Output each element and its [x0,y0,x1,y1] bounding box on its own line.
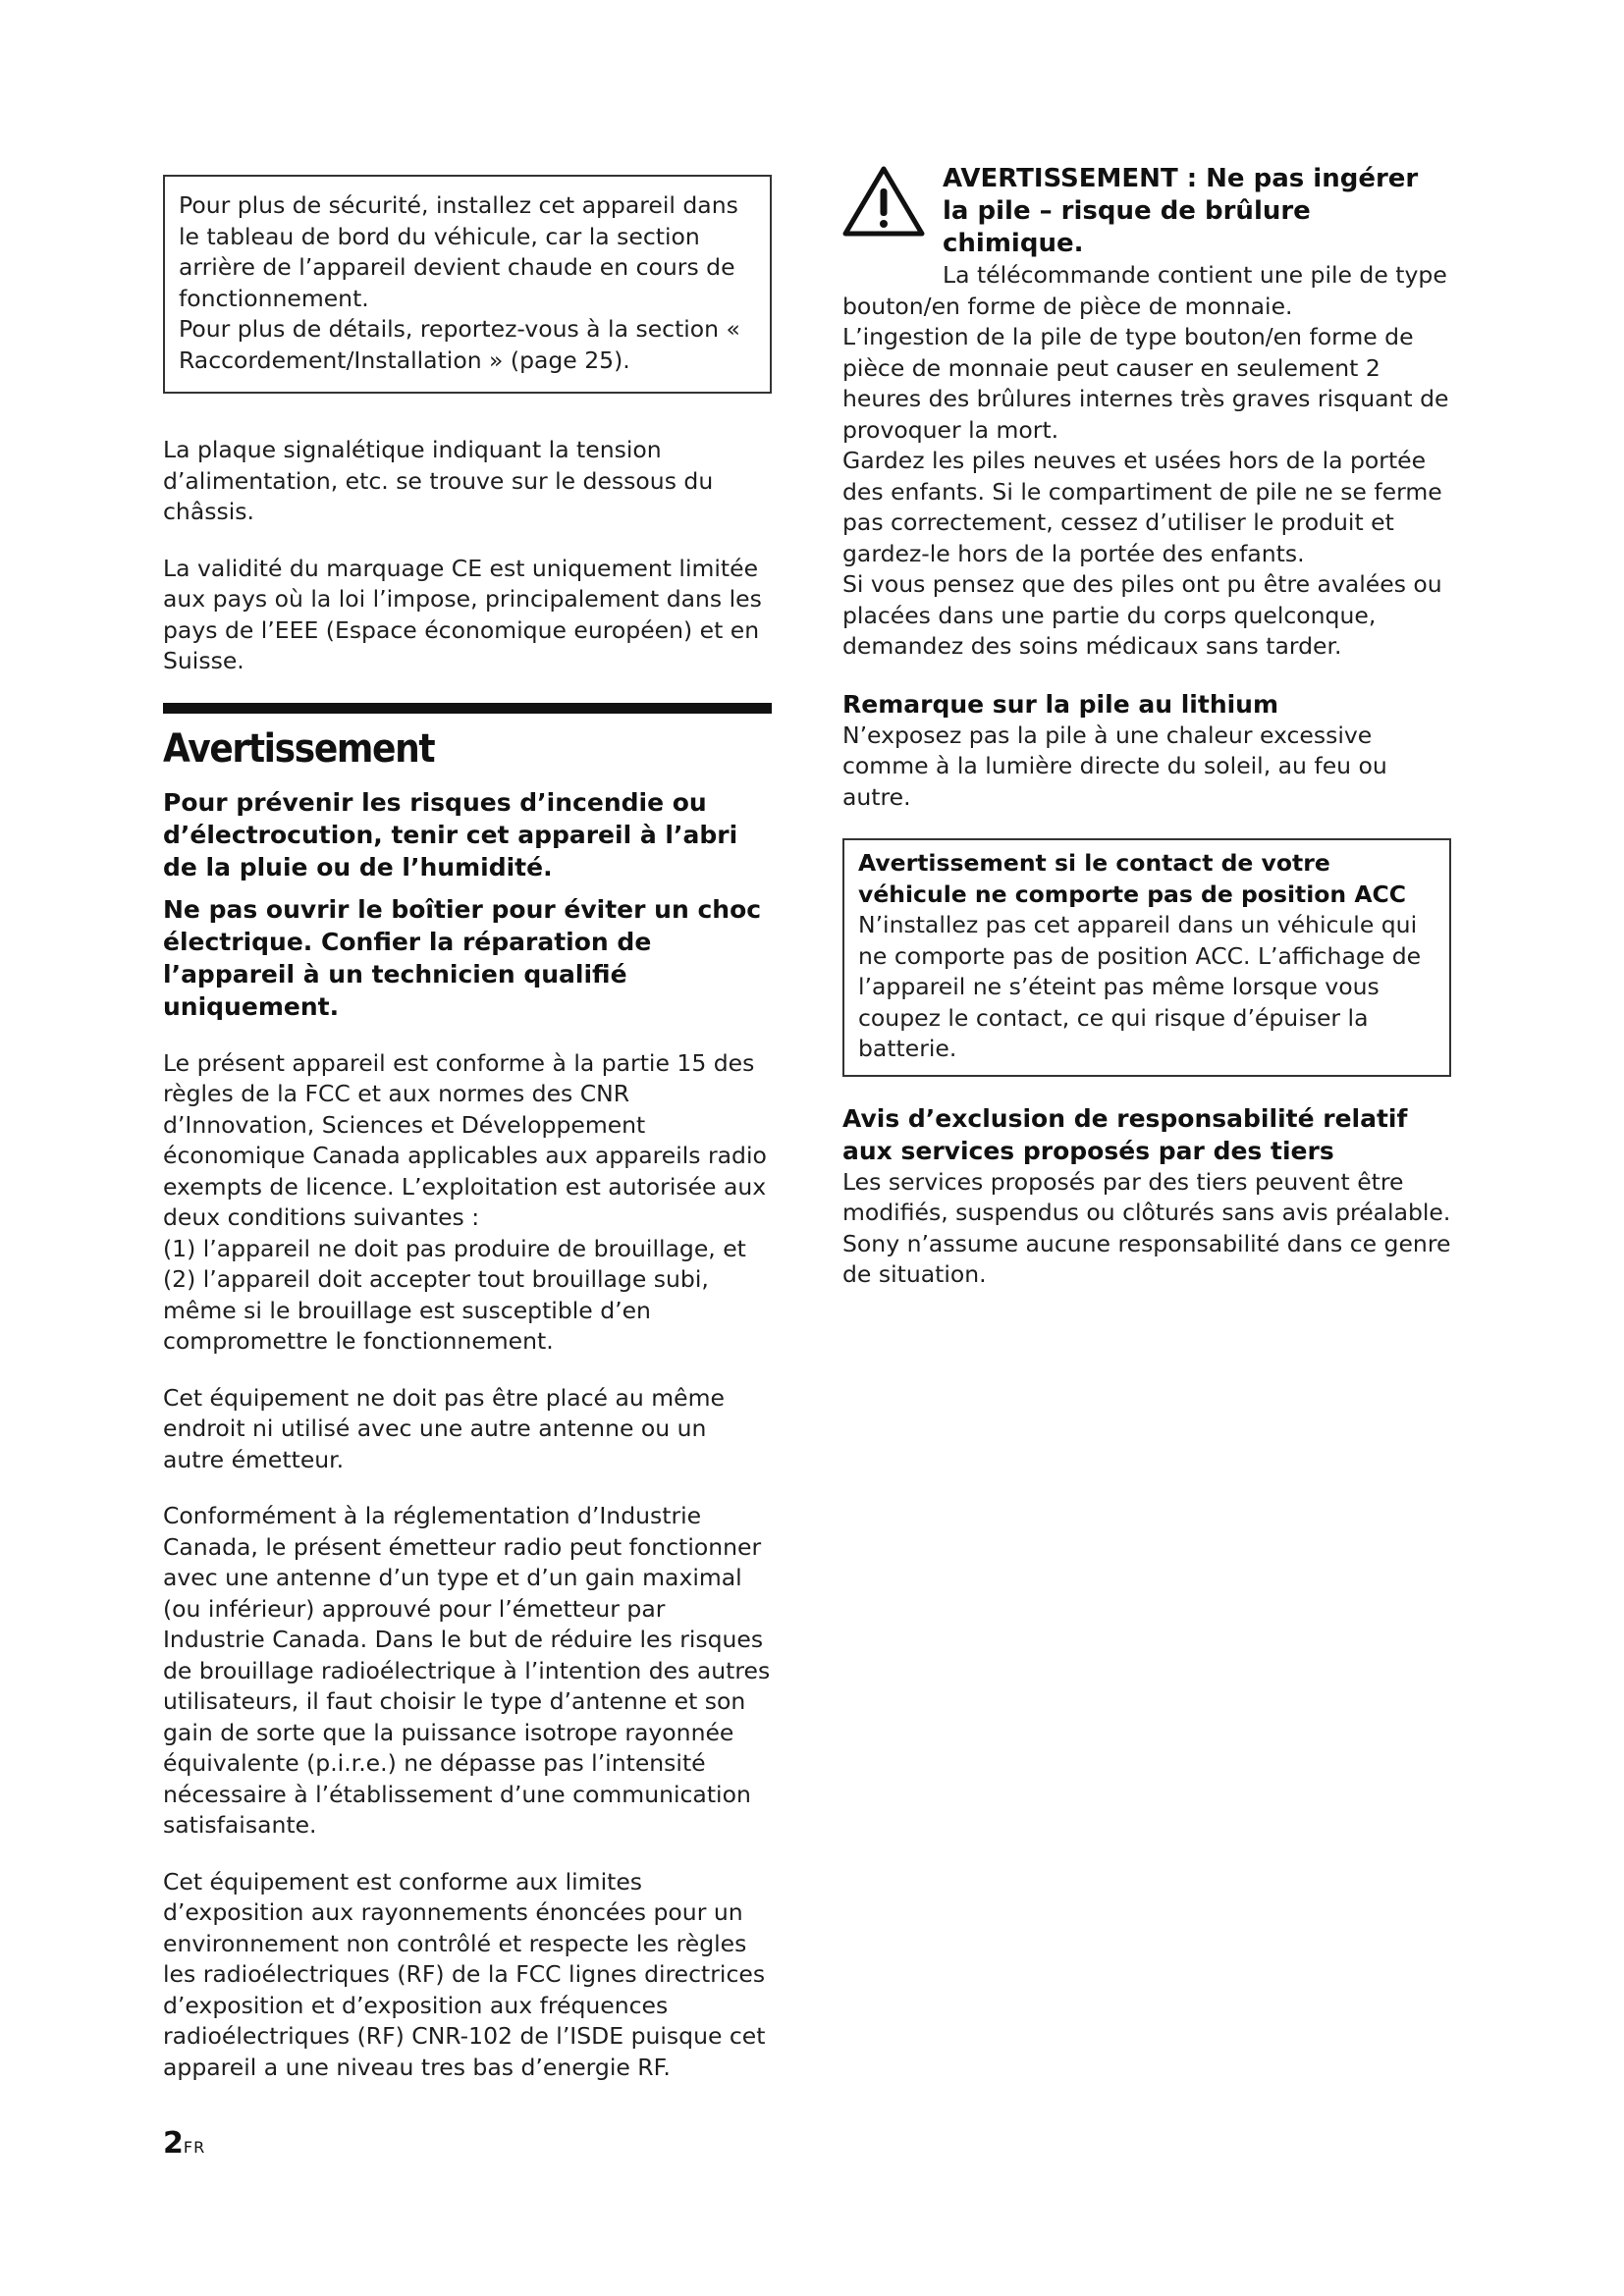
battery-warning-header [842,163,1451,260]
safety-notice-text: Pour plus de sécurité, installez cet appareil dans le tableau de bord du véhicule, car la section arrière de l’appareil devient chaude en cours de fonctionnement. [179,191,738,312]
disclaimer-text: Les services proposés par des tiers peuvent être modifiés, suspendus ou clôturés sans avis préalable. Sony n’assume aucune responsabilité dans ce genre de situation. [842,1167,1451,1288]
acc-warning-box [842,838,1451,1077]
page-number [163,2126,205,2161]
rating-plate-paragraph: La plaque signalétique indiquant la tension d’alimentation, etc. se trouve sur le dessous du châssis. [163,436,714,525]
industry-canada-paragraph: Conformément à la réglementation d’Industrie Canada, le présent émetteur radio peut fonctionner avec une antenne d’un type et d’un gain maximal (ou inférieur) approuvé pour l’émetteur par Industrie Canada. Dans le but de réduire les risques de brouillage radioélectrique à l’intention des autres utilisateurs, il faut choisir le type d’antenne et son gain de sorte que la puissance isotrope rayonnée équivalente (p.i.r.e.) ne dépasse pas l’intensité nécessaire à l’établissement d’une communication satisfaisante. [163,1502,771,1839]
left-column [163,175,772,2109]
safety-notice-box [163,175,772,394]
disclaimer-heading: Avis d’exclusion de responsabilité relatif aux services proposés par des tiers [842,1103,1408,1165]
page-language: FR [183,2138,206,2157]
page-number-value: 2 [163,2126,184,2161]
battery-warning-ingestion: L’ingestion de la pile de type bouton/en forme de pièce de monnaie peut causer en seulement 2 heures des brûlures internes très graves risquant de provoquer la mort. [842,323,1449,444]
fcc-compliance [163,1048,772,1358]
safety-notice-reference: Pour plus de détails, reportez-vous à la section « Raccordement/Installation » (page 25). [179,315,740,374]
casing-warning: Ne pas ouvrir le boîtier pour éviter un choc électrique. Confier la réparation de l’appareil à un technicien qualifié uniquement. [163,894,762,1021]
acc-warning-heading: Avertissement si le contact de votre véhicule ne comporte pas de position ACC [858,849,1407,908]
fire-shock-warning: Pour prévenir les risques d’incendie ou d’électrocution, tenir cet appareil à l’abri de la pluie ou de l’humidité. [163,787,738,881]
section-rule [163,703,772,714]
lithium-note [842,688,1451,814]
lithium-note-text: N’exposez pas la pile à une chaleur excessive comme à la lumière directe du soleil, au feu ou autre. [842,721,1387,811]
lithium-note-heading: Remarque sur la pile au lithium [842,689,1279,719]
fcc-compliance-text: Le présent appareil est conforme à la partie 15 des règles de la FCC et aux normes des CNR d’Innovation, Sciences et Développement économique Canada applicables aux appareils radio exempts de licence. L’exploitation est autorisée aux deux conditions suivantes : [163,1048,767,1231]
third-party-disclaimer [842,1102,1451,1291]
acc-warning-text: N’installez pas cet appareil dans un véhicule qui ne comporte pas de position ACC. L’affichage de l’appareil ne s’éteint pas même lorsque vous coupez le contact, ce qui risque d’épuiser la batterie. [858,911,1422,1062]
fcc-conditions-text: (1) l’appareil ne doit pas produire de brouillage, et (2) l’appareil doit accepter tout brouillage subi, même si le brouillage est susceptible d’en compromettre le fonctionnement. [163,1234,746,1355]
battery-warning-medical: Si vous pensez que des piles ont pu être avalées ou placées dans une partie du corps quelconque, demandez des soins médicaux sans tarder. [842,570,1442,660]
battery-warning-intro: La télécommande contient une pile de type bouton/en forme de pièce de monnaie. [842,261,1447,320]
section-title: Avertissement [163,725,435,772]
warning-triangle-icon [842,165,925,238]
battery-warning [842,163,1451,663]
battery-warning-children: Gardez les piles neuves et usées hors de la portée des enfants. Si le compartiment de pile ne se ferme pas correctement, cessez d’utiliser le produit et gardez-le hors de la portée des enfants. [842,447,1442,567]
rf-exposure-paragraph: Cet équipement est conforme aux limites d’exposition aux rayonnements énoncées pour un environnement non contrôlé et respecte les règles les radioélectriques (RF) de la FCC lignes directrices d’exposition et d’exposition aux fréquences radioélectriques (RF) CNR-102 de l’ISDE puisque cet appareil a une niveau tres bas d’energie RF. [163,1867,766,2081]
battery-warning-title: AVERTISSEMENT : Ne pas ingérer la pile – risque de brûlure chimique. [943,164,1419,258]
antenna-paragraph: Cet équipement ne doit pas être placé au même endroit ni utilisé avec une autre antenne ou un autre émetteur. [163,1383,725,1473]
ce-marking-paragraph: La validité du marquage CE est uniquement limitée aux pays où la loi l’impose, principalement dans les pays de l’EEE (Espace économique européen) et en Suisse. [163,554,762,674]
right-column [842,163,1451,1291]
